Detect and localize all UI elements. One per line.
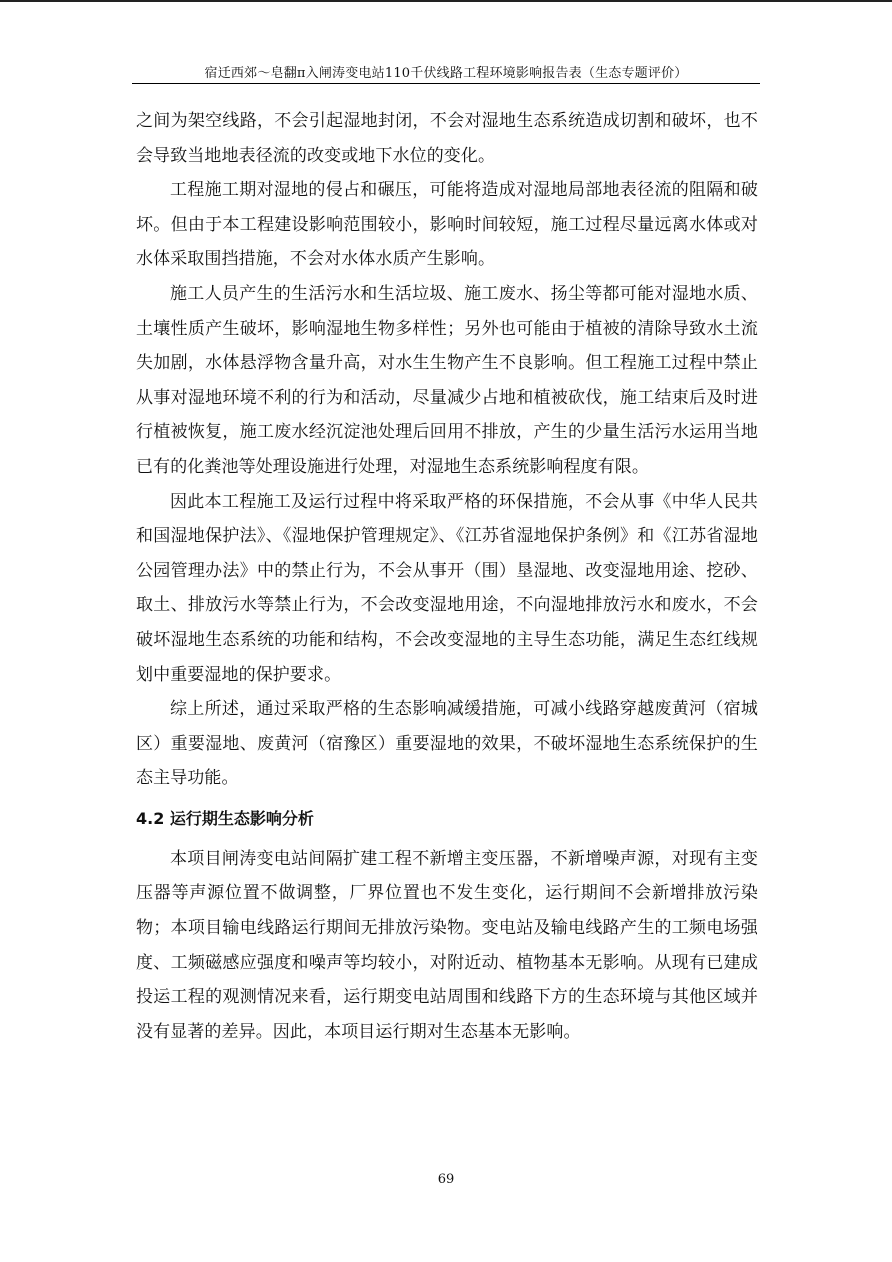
body-paragraph: 综上所述，通过采取严格的生态影响减缓措施，可减小线路穿越废黄河（宿城区）重要湿地、废黄河（宿豫区）重要湿地的效果，不破坏湿地生态系统保护的生态主导功能。 <box>136 699 758 789</box>
body-paragraph: 施工人员产生的生活污水和生活垃圾、施工废水、扬尘等都可能对湿地水质、土壤性质产生破坏，影响湿地生物多样性；另外也可能由于植被的清除导致水土流失加剧，水体悬浮物含量升高，对水生生物产生不良影响。但工程施工过程中禁止从事对湿地环境不利的行为和活动，尽量减少占地和植被砍伐，施工结束后及时进行植被恢复，施工废水经沉淀池处理后回用不排放，产生的少量生活污水运用当地已有的化粪池等处理设施进行处理，对湿地生态系统影响程度有限。 <box>136 283 758 477</box>
body-paragraph: 工程施工期对湿地的侵占和碾压，可能将造成对湿地局部地表径流的阻隔和破坏。但由于本工程建设影响范围较小，影响时间较短，施工过程尽量远离水体或对水体采取围挡措施，不会对水体水质产生影响。 <box>136 180 758 270</box>
section-paragraph: 本项目闸涛变电站间隔扩建工程不新增主变压器，不新增噪声源，对现有主变压器等声源位置不做调整，厂界位置也不发生变化，运行期间不会新增排放污染物；本项目输电线路运行期间无排放污染物。变电站及输电线路产生的工频电场强度、工频磁感应强度和噪声等均较小，对附近动、植物基本无影响。从现有已建成投运工程的观测情况来看，运行期变电站周围和线路下方的生态环境与其他区域并没有显著的差异。因此，本项目运行期对生态基本无影响。 <box>136 848 758 1042</box>
page-top-border <box>0 0 892 2</box>
body-paragraph: 因此本工程施工及运行过程中将采取严格的环保措施，不会从事《中华人民共和国湿地保护法》、《湿地保护管理规定》、《江苏省湿地保护条例》和《江苏省湿地公园管理办法》中的禁止行为，不会从事开（围）垦湿地、改变湿地用途、挖砂、取土、排放污水等禁止行为，不会改变湿地用途，不向湿地排放污水和废水，不会破坏湿地生态系统的功能和结构，不会改变湿地的主导生态功能，满足生态红线规划中重要湿地的保护要求。 <box>136 491 758 685</box>
body-paragraph-continued: 之间为架空线路，不会引起湿地封闭，不会对湿地生态系统造成切割和破坏，也不会导致当地地表径流的改变或地下水位的变化。 <box>136 111 758 166</box>
page-number: 69 <box>437 1172 455 1187</box>
section-heading: 4.2 运行期生态影响分析 <box>136 808 314 828</box>
document-body <box>136 104 758 1049</box>
page-header-title: 宿迁西郊～皂翻π入闸涛变电站110千伏线路工程环境影响报告表（生态专题评价） <box>204 66 688 81</box>
header-rule <box>132 83 760 84</box>
